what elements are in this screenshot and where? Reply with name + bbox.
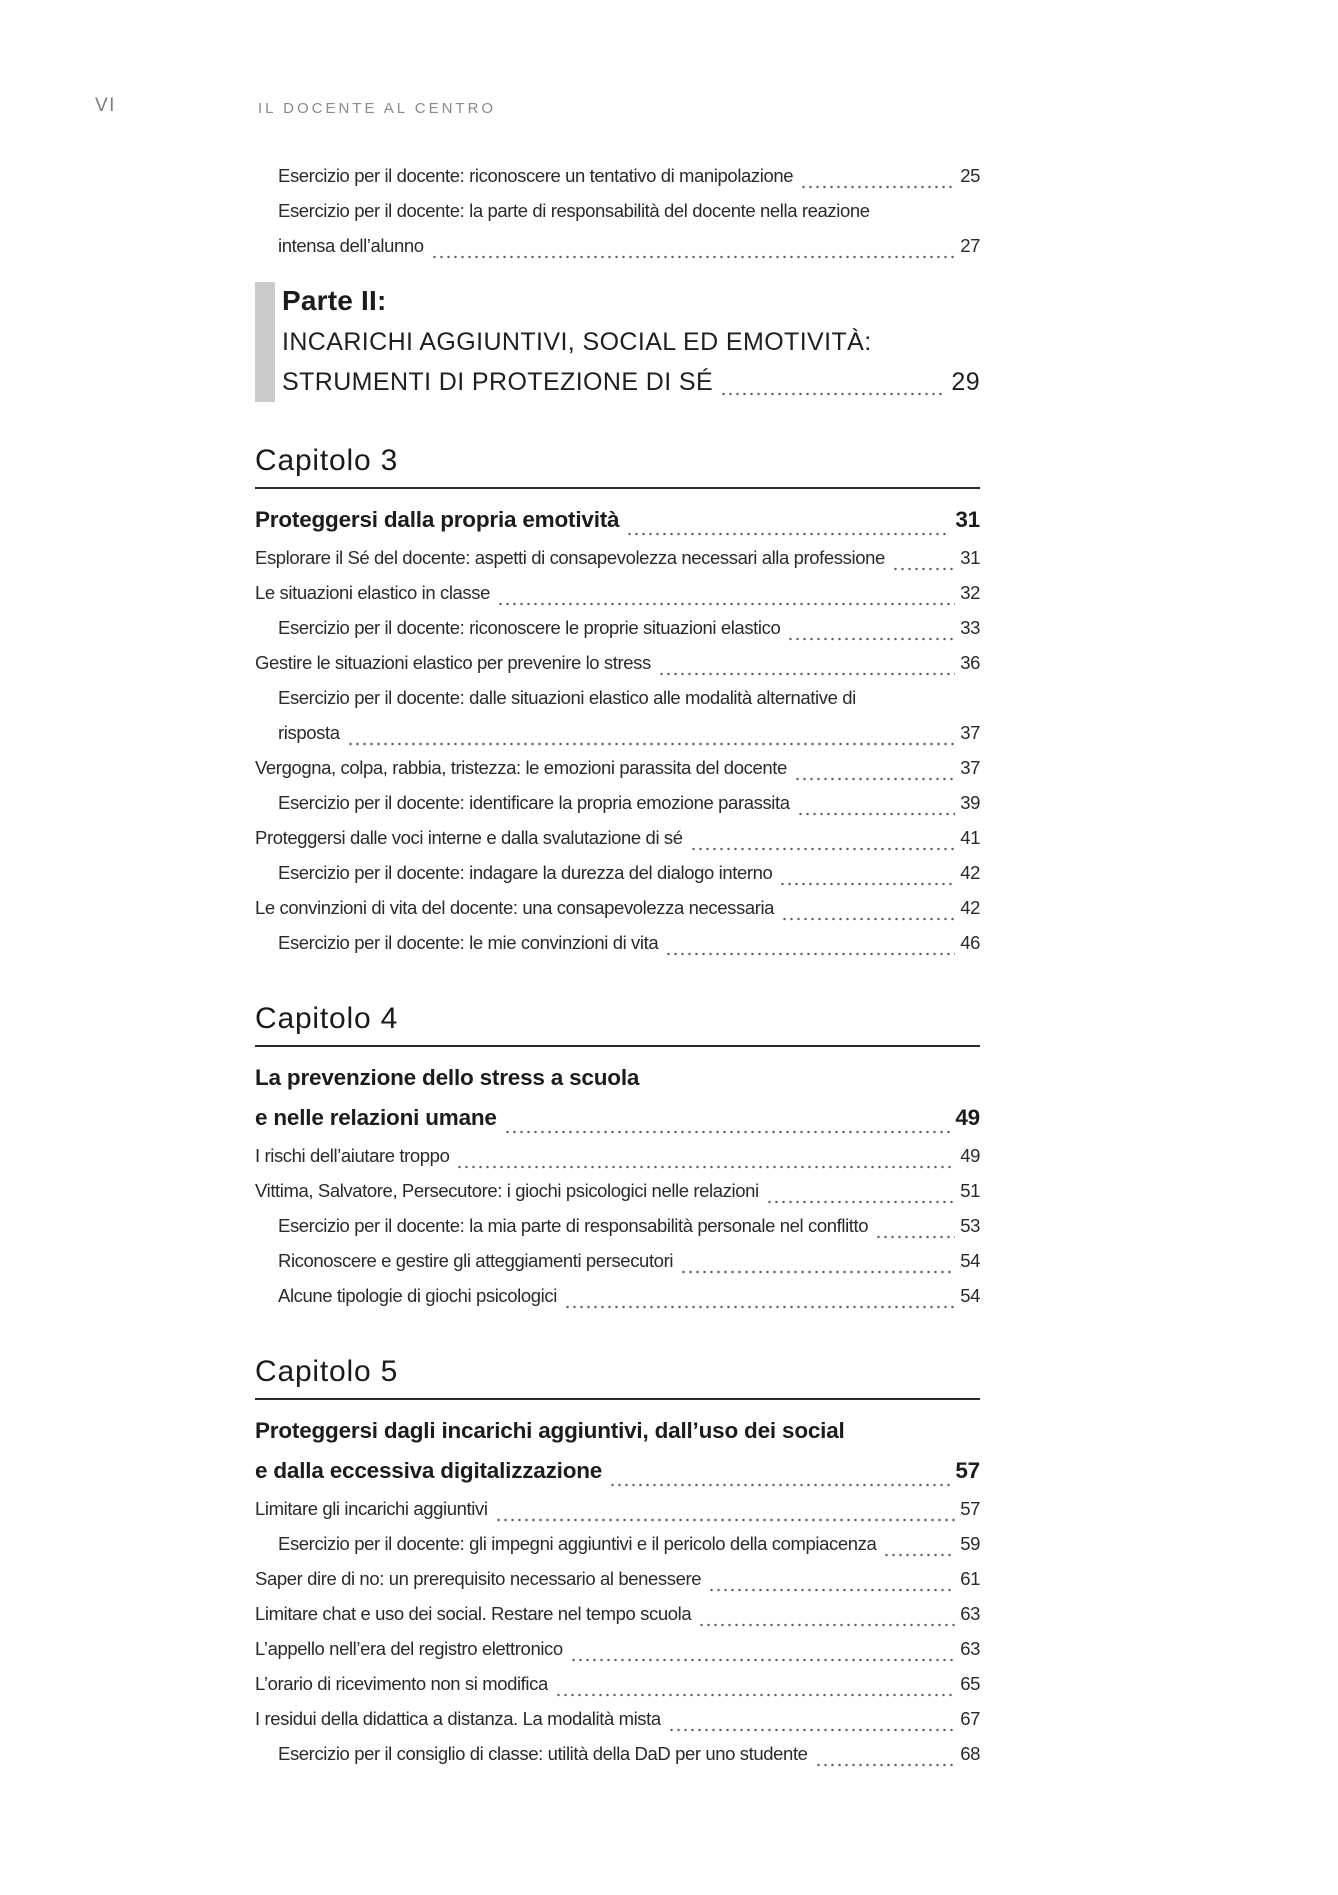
dot-leader xyxy=(787,637,955,641)
page-number: 31 xyxy=(960,547,980,568)
toc-entry-text: Esplorare il Sé del docente: aspetti di consapevolezza necessari alla professione xyxy=(255,547,885,568)
toc-entry-text: Vergogna, colpa, rabbia, tristezza: le emozioni parassita del docente xyxy=(255,757,787,778)
toc-entry-row xyxy=(255,540,980,575)
page-number: 49 xyxy=(955,1105,980,1130)
page-number: 65 xyxy=(960,1673,980,1694)
toc-entry-text: Esercizio per il docente: la mia parte di responsabilità personale nel conflitto xyxy=(278,1215,869,1236)
toc-entry-row xyxy=(255,750,980,785)
dot-leader xyxy=(794,777,955,781)
page-number: 25 xyxy=(960,165,980,186)
toc-entry-row xyxy=(278,1243,980,1278)
page-number: 36 xyxy=(960,652,980,673)
dot-leader xyxy=(766,1200,956,1204)
page-number: 32 xyxy=(960,582,980,603)
dot-leader xyxy=(495,1518,956,1522)
dot-leader xyxy=(815,1763,956,1767)
toc-entry-text: Riconoscere e gestire gli atteggiamenti persecutori xyxy=(278,1250,674,1271)
toc-entry-text: risposta xyxy=(278,722,340,743)
toc-entry-text: L’appello nell’era del registro elettronico xyxy=(255,1638,563,1659)
page-number: 51 xyxy=(960,1180,980,1201)
page-number: 46 xyxy=(960,932,980,953)
toc-entry xyxy=(255,680,980,750)
toc-entry-text: Esercizio per il docente: gli impegni aggiuntivi e il pericolo della compiacenza xyxy=(278,1533,877,1554)
toc-entry xyxy=(255,820,980,855)
page-number: 37 xyxy=(960,722,980,743)
toc-entry-text: e dalla eccessiva digitalizzazione xyxy=(255,1458,603,1483)
toc-entry-row xyxy=(255,575,980,610)
toc-entry xyxy=(255,1058,980,1138)
toc-entry-row xyxy=(255,1173,980,1208)
toc-entry xyxy=(255,750,980,785)
toc-entry xyxy=(255,1208,980,1243)
toc-entry-text: Gestire le situazioni elastico per prevenire lo stress xyxy=(255,652,651,673)
toc-entry-text: Limitare chat e uso dei social. Restare nel tempo scuola xyxy=(255,1603,692,1624)
part-title-text: STRUMENTI DI PROTEZIONE DI SÉ xyxy=(282,368,714,396)
part-title-line xyxy=(282,362,980,402)
page-number: 41 xyxy=(960,827,980,848)
toc-entry-row xyxy=(278,925,980,960)
toc-entry xyxy=(255,1631,980,1666)
toc-entry-text: La prevenzione dello stress a scuola xyxy=(255,1065,640,1090)
toc-entry-row xyxy=(255,890,980,925)
dot-leader xyxy=(698,1623,955,1627)
toc-entry-text: Proteggersi dagli incarichi aggiuntivi, dall’uso dei social xyxy=(255,1418,845,1443)
dot-leader xyxy=(665,952,955,956)
page-number: 54 xyxy=(960,1250,980,1271)
toc-entry-text: I residui della didattica a distanza. La modalità mista xyxy=(255,1708,661,1729)
page-number: 42 xyxy=(960,862,980,883)
toc-entry xyxy=(255,855,980,890)
dot-leader xyxy=(658,672,955,676)
toc-entry-text: Vittima, Salvatore, Persecutore: i giochi psicologici nelle relazioni xyxy=(255,1180,759,1201)
toc-entry-text: Limitare gli incarichi aggiuntivi xyxy=(255,1498,488,1519)
dot-leader xyxy=(875,1235,955,1239)
dot-leader xyxy=(883,1553,955,1557)
toc-entry-text: Esercizio per il docente: le mie convinzioni di vita xyxy=(278,932,659,953)
page-number: 68 xyxy=(960,1743,980,1764)
toc-entry-row xyxy=(278,610,980,645)
toc-entry xyxy=(255,1666,980,1701)
page-number: 37 xyxy=(960,757,980,778)
toc-entry xyxy=(255,158,980,193)
toc-entry-row xyxy=(255,1451,980,1491)
chapter-heading: Capitolo 5 xyxy=(255,1355,980,1400)
toc-entry-text: L’orario di ricevimento non si modifica xyxy=(255,1673,548,1694)
folio-page-number: VI xyxy=(95,95,116,116)
toc-entry xyxy=(255,1278,980,1313)
page-number: 31 xyxy=(955,507,980,532)
page-number: 39 xyxy=(960,792,980,813)
part-accent-bar xyxy=(255,282,275,402)
toc-entry-text: I rischi dell’aiutare troppo xyxy=(255,1145,450,1166)
table-of-contents xyxy=(255,158,980,1771)
toc-entry xyxy=(255,575,980,610)
page-number: 54 xyxy=(960,1285,980,1306)
toc-entry-text: Esercizio per il docente: dalle situazioni elastico alle modalità alternative di xyxy=(278,687,856,708)
toc-entry xyxy=(255,500,980,540)
dot-leader xyxy=(347,742,956,746)
toc-entry xyxy=(255,1736,980,1771)
toc-entry-row xyxy=(255,1098,980,1138)
page-number: 49 xyxy=(960,1145,980,1166)
toc-entry-row xyxy=(255,1138,980,1173)
toc-entry-text: Proteggersi dalla propria emotività xyxy=(255,507,620,532)
toc-entry-text: Esercizio per il docente: riconoscere le proprie situazioni elastico xyxy=(278,617,781,638)
toc-entry xyxy=(255,610,980,645)
dot-leader xyxy=(668,1728,955,1732)
dot-leader xyxy=(497,602,955,606)
toc-entry-row xyxy=(255,645,980,680)
page-number: 33 xyxy=(960,617,980,638)
part-kicker: Parte II: xyxy=(282,285,387,316)
dot-leader xyxy=(626,532,950,536)
toc-entry-text: e nelle relazioni umane xyxy=(255,1105,497,1130)
toc-entry-text: Le convinzioni di vita del docente: una consapevolezza necessaria xyxy=(255,897,775,918)
toc-entry xyxy=(255,890,980,925)
page-number: 29 xyxy=(951,368,980,396)
page-number: 57 xyxy=(960,1498,980,1519)
page-number: 63 xyxy=(960,1638,980,1659)
dot-leader xyxy=(555,1693,955,1697)
toc-entry-row xyxy=(278,1736,980,1771)
toc-entry xyxy=(255,193,980,263)
part-title-row xyxy=(282,362,980,402)
toc-entry-text: intensa dell’alunno xyxy=(278,235,424,256)
toc-entry-row xyxy=(278,1208,980,1243)
toc-entry-text: Esercizio per il docente: riconoscere un tentativo di manipolazione xyxy=(278,165,794,186)
toc-entry-text: Esercizio per il consiglio di classe: utilità della DaD per uno studente xyxy=(278,1743,808,1764)
toc-entry-row xyxy=(278,785,980,820)
dot-leader xyxy=(456,1165,955,1169)
page-number: 42 xyxy=(960,897,980,918)
toc-entry xyxy=(255,540,980,575)
dot-leader xyxy=(892,567,955,571)
toc-entry-row xyxy=(278,158,980,193)
toc-entry-row xyxy=(255,1491,980,1526)
dot-leader xyxy=(690,847,956,851)
dot-leader xyxy=(680,1270,955,1274)
toc-entry xyxy=(255,1411,980,1491)
toc-entry-row xyxy=(255,500,980,540)
toc-entry-row xyxy=(278,228,980,263)
chapter-heading: Capitolo 4 xyxy=(255,1002,980,1047)
part-title-line: INCARICHI AGGIUNTIVI, SOCIAL ED EMOTIVITÀ: xyxy=(282,328,872,356)
page-number: 57 xyxy=(955,1458,980,1483)
toc-entry-text: Esercizio per il docente: la parte di responsabilità del docente nella reazione xyxy=(278,200,870,221)
page-number: 53 xyxy=(960,1215,980,1236)
page-number: 59 xyxy=(960,1533,980,1554)
toc-entry-row xyxy=(255,820,980,855)
toc-entry xyxy=(255,1526,980,1561)
toc-entry xyxy=(255,925,980,960)
toc-entry-text: Le situazioni elastico in classe xyxy=(255,582,491,603)
toc-entry-row xyxy=(278,1278,980,1313)
toc-entry-row xyxy=(255,1701,980,1736)
toc-entry-row xyxy=(255,1631,980,1666)
dot-leader xyxy=(779,882,955,886)
page-number: 27 xyxy=(960,235,980,256)
toc-entry-row xyxy=(278,855,980,890)
page-number: 63 xyxy=(960,1603,980,1624)
toc-entry-row xyxy=(255,1561,980,1596)
toc-entry xyxy=(255,1173,980,1208)
toc-entry xyxy=(255,1491,980,1526)
toc-entry-row xyxy=(278,715,980,750)
toc-entry xyxy=(255,1243,980,1278)
dot-leader xyxy=(609,1483,950,1487)
page-number: 61 xyxy=(960,1568,980,1589)
toc-entry xyxy=(255,1596,980,1631)
page-number: 67 xyxy=(960,1708,980,1729)
toc-entry-row xyxy=(278,1526,980,1561)
running-head: IL DOCENTE AL CENTRO xyxy=(258,100,497,117)
chapter-heading: Capitolo 3 xyxy=(255,444,980,489)
toc-entry-text: Proteggersi dalle voci interne e dalla svalutazione di sé xyxy=(255,827,683,848)
dot-leader xyxy=(431,255,956,259)
toc-entry-row xyxy=(255,1596,980,1631)
dot-leader xyxy=(781,917,955,921)
toc-entry xyxy=(255,1701,980,1736)
toc-entry-row xyxy=(255,1666,980,1701)
toc-entry-text: Alcune tipologie di giochi psicologici xyxy=(278,1285,557,1306)
toc-entry xyxy=(255,1561,980,1596)
toc-entry xyxy=(255,645,980,680)
dot-leader xyxy=(504,1130,951,1134)
dot-leader xyxy=(708,1588,955,1592)
toc-entry-text: Esercizio per il docente: indagare la durezza del dialogo interno xyxy=(278,862,773,883)
toc-entry-text: Esercizio per il docente: identificare la propria emozione parassita xyxy=(278,792,790,813)
toc-entry-text: Saper dire di no: un prerequisito necessario al benessere xyxy=(255,1568,702,1589)
dot-leader xyxy=(564,1305,955,1309)
dot-leader xyxy=(720,392,946,396)
dot-leader xyxy=(570,1658,955,1662)
part-block xyxy=(255,280,980,402)
toc-entry xyxy=(255,785,980,820)
dot-leader xyxy=(797,812,956,816)
dot-leader xyxy=(800,185,955,189)
toc-entry xyxy=(255,1138,980,1173)
